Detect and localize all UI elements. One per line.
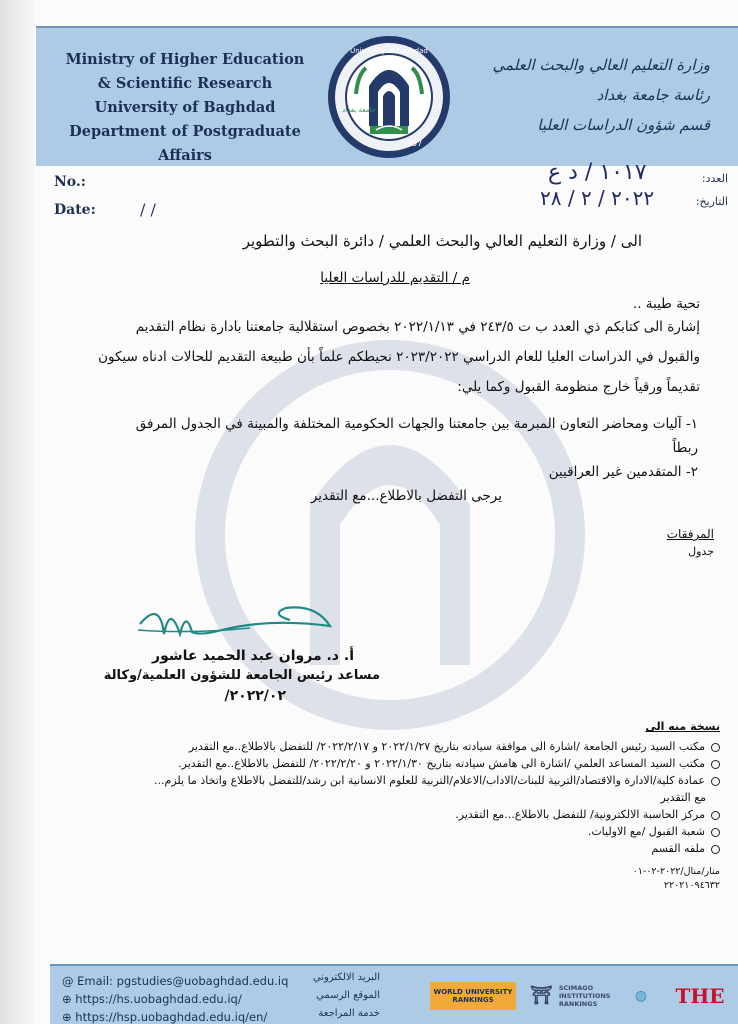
bullet-icon — [711, 777, 720, 786]
bullet-icon — [711, 828, 720, 837]
subject-line: م / التقديم للدراسات العليا — [320, 270, 470, 286]
ar-line-ministry: وزارة التعليم العالي والبحث العلمي — [492, 56, 710, 74]
list-item-1-continued: ربطاً — [672, 440, 698, 456]
handwritten-number: ١٠١٧ / د ع — [548, 160, 647, 185]
globe-logo-icon: ◍ — [634, 988, 648, 1004]
cc-item-3 — [40, 772, 720, 789]
date-slashes: / / — [140, 200, 156, 219]
bullet-icon — [711, 743, 720, 752]
scimago-logo — [530, 982, 620, 1010]
en-line-ministry: Ministry of Higher Education — [65, 51, 305, 68]
the-rankings-logo: THE — [675, 984, 725, 1008]
paragraph-line-2: والقبول في الدراسات العليا للعام الدراسي ٢٠٢٣/٢٠٢٢ نحيطكم علماً بأن طبيعة التقديم للحالات ادناه سيكون — [98, 349, 700, 365]
closing-line: يرجى التفضل بالاطلاع...مع التقدير — [310, 488, 502, 504]
signatory-date: ٢٠٢٢/٠٢/ — [224, 688, 286, 704]
footer-ar-site: الموقع الرسمي — [316, 990, 380, 1001]
letter-footer — [50, 964, 738, 1024]
signatory-title: مساعد رئيس الجامعة للشؤون العلمية/وكالة — [103, 668, 380, 683]
en-line-research: & Scientific Research — [97, 75, 273, 92]
date-label: Date: — [54, 202, 96, 218]
footer-ar-email: البريد الالكتروني — [312, 972, 380, 983]
cc-item-text: ملفه القسم — [651, 842, 705, 855]
letterhead — [36, 26, 738, 166]
handwritten-date: ٢٠٢٢ / ٢ / ٢٨ — [540, 186, 655, 210]
footer-website[interactable]: ⊕ https://hs.uobaghdad.edu.iq/ — [62, 992, 242, 1006]
signatory-name: أ. د. مروان عبد الحميد عاشور — [152, 648, 354, 664]
cc-item-text: عمادة كلية/الادارة والاقتصاد/التربية للبنات/الاداب/الاعلام/التربية للعلوم الانسانية ابن رشد/للتفضل بالاطلاع واتخاذ ما يلزم... — [154, 774, 705, 787]
cc-item-6 — [40, 840, 720, 857]
attachments-item: جدول — [688, 545, 714, 558]
seal-center-text: جامعة بغداد — [342, 106, 376, 114]
footer-email[interactable]: @ Email: pgstudies@uobaghdad.edu.iq — [62, 974, 289, 988]
cc-item-5 — [40, 823, 720, 840]
cc-item-2 — [40, 755, 720, 772]
number-label: No.: — [54, 174, 86, 190]
footer-ar-service: خدمة المراجعة — [318, 1008, 380, 1019]
cc-label: نسخة منه الى — [645, 720, 720, 733]
footer-service-site[interactable]: ⊕ https://hsp.uobaghdad.edu.iq/en/ — [62, 1010, 268, 1024]
en-line-department: Department of Postgraduate Affairs — [69, 123, 301, 164]
cc-item-4 — [40, 806, 720, 823]
cc-item-text: مكتب السيد رئيس الجامعة /اشارة الى موافقة سيادته بتاريخ ٢٠٢٢/١/٢٧ و ٢٠٢٢/٢/١٧/ للتفضل بالاطلاع..مع التقدير — [188, 740, 705, 753]
list-items — [78, 412, 698, 484]
scimago-logo-text: SCIMAGO INSTITUTIONS RANKINGS — [558, 984, 611, 1008]
bullet-icon — [711, 760, 720, 769]
letter-paragraph — [50, 312, 700, 402]
bullet-icon — [711, 845, 720, 854]
list-item-1: ١- آليات ومحاضر التعاون المبرمة بين جامعتنا والجهات الحكومية المختلفة والمبينة في الجدول المرفق — [135, 416, 698, 432]
seal-top-text: University of Baghdad — [350, 47, 428, 55]
ar-line-department: قسم شؤون الدراسات العليا — [537, 116, 710, 134]
english-letterhead — [50, 48, 320, 168]
bullet-icon — [711, 811, 720, 820]
arabic-letterhead — [460, 50, 710, 140]
reference-1: منار/منال/٢٠٢٢-٠٢-٠١ — [632, 866, 720, 877]
scan-edge — [0, 0, 34, 1024]
en-line-university: University of Baghdad — [94, 99, 276, 116]
addressee: الى / وزارة التعليم العالي والبحث العلمي / دائرة البحث والتطوير — [242, 232, 642, 250]
paragraph-line-3: تقديماً ورقياً خارج منظومة القبول وكما يلي: — [457, 379, 700, 395]
greeting: تحية طيبة .. — [632, 296, 700, 312]
cc-item-text: مكتب السيد المساعد العلمي /اشارة الى هامش سيادته بتاريخ ٢٠٢٢/١/٣٠ و ٢٠٢٢/٢/٢٠/ للتفضل بالاطلاع..مع التقدير. — [178, 757, 705, 770]
list-item-2: ٢- المتقدمين غير العراقيين — [548, 464, 698, 480]
reference-2: ٢٢٠٢١٠٩٤٦٣٢ — [663, 880, 720, 891]
ar-number-label: العدد: — [701, 172, 728, 185]
paragraph-line-1: إشارة الى كتابكم ذي العدد ب ت ٢٤٣/٥ في ٢٠٢٢/١/١٣ بخصوص استقلالية جامعتنا بادارة نظام التقديم — [135, 319, 700, 335]
ar-date-label: التاريخ: — [695, 195, 728, 208]
attachments-label: المرفقات — [666, 527, 714, 541]
ar-line-presidency: رئاسة جامعة بغداد — [596, 86, 710, 104]
cc-item-3-continued: مع التقدير — [660, 791, 706, 804]
cc-item-1 — [40, 738, 720, 755]
columns-icon: ⛩ — [530, 985, 553, 1006]
world-rankings-logo: WORLD UNIVERSITY RANKINGS — [430, 982, 516, 1010]
cc-item-text: شعبة القبول /مع الاوليات. — [587, 825, 705, 838]
university-seal-logo — [326, 34, 452, 160]
cc-list — [40, 738, 720, 857]
seal-year: 1957 — [401, 139, 423, 148]
cc-item-text: مركز الحاسبة الالكترونية/ للتفضل بالاطلاع...مع التقدير. — [455, 808, 705, 821]
